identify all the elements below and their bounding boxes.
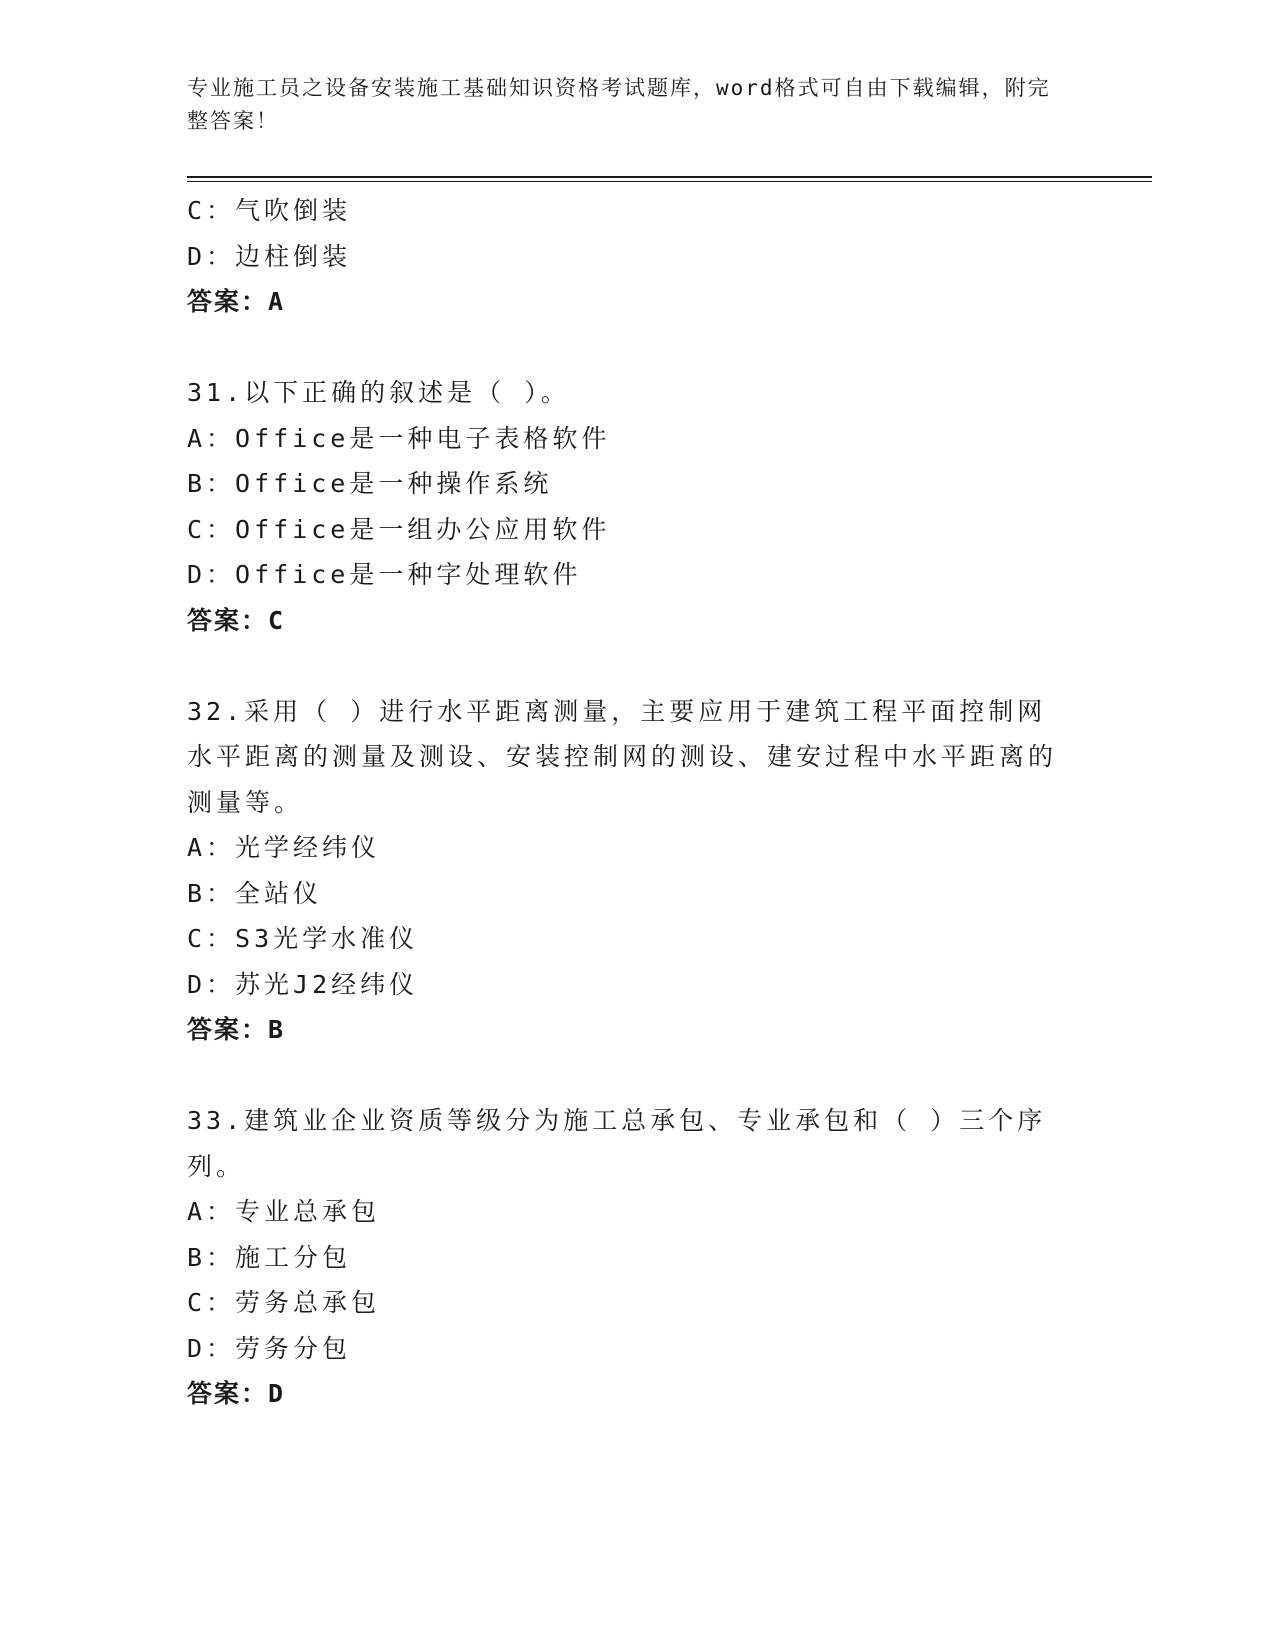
spacer: [187, 643, 1067, 689]
spacer: [187, 1053, 1067, 1099]
question-32: [187, 689, 1067, 1053]
spacer: [187, 325, 1067, 371]
header-divider-thin: [187, 181, 1152, 182]
question-stem: 31.以下正确的叙述是（ ）。: [187, 378, 570, 407]
option-a: A：专业总承包: [187, 1197, 381, 1226]
option-b: B：施工分包: [187, 1242, 352, 1272]
option-b: B：全站仪: [187, 878, 323, 908]
document-header: 专业施工员之设备安装施工基础知识资格考试题库，word格式可自由下载编辑，附完整答案！: [187, 76, 1051, 133]
option-b: B：Office是一种操作系统: [187, 469, 553, 498]
option-c: C：S3光学水准仪: [187, 924, 419, 953]
answer: 答案：B: [187, 1015, 286, 1044]
header-divider-thick: [187, 176, 1152, 178]
option-a: A：Office是一种电子表格软件: [187, 423, 611, 453]
question-31: [187, 370, 1067, 643]
question-stem: 32.采用（ ）进行水平距离测量，主要应用于建筑工程平面控制网水平距离的测量及测设、安装控制网的测设、建安过程中水平距离的测量等。: [187, 696, 1058, 817]
question-33: [187, 1098, 1067, 1417]
question-list: [187, 188, 1067, 1417]
answer: 答案：A: [187, 287, 286, 316]
answer: 答案：D: [187, 1379, 286, 1408]
question-stem: 33.建筑业企业资质等级分为施工总承包、专业承包和（ ）三个序列。: [187, 1106, 1047, 1181]
option-c: C：气吹倒装: [187, 196, 352, 225]
option-c: C：劳务总承包: [187, 1288, 381, 1317]
option-a: A：光学经纬仪: [187, 833, 381, 862]
option-d: D：劳务分包: [187, 1333, 352, 1363]
option-d: D：苏光J2经纬仪: [187, 969, 419, 999]
answer: 答案：C: [187, 605, 286, 635]
question-30: [187, 188, 1067, 325]
option-d: D：边柱倒装: [187, 241, 352, 271]
option-c: C：Office是一组办公应用软件: [187, 514, 611, 544]
option-d: D：Office是一种字处理软件: [187, 560, 582, 589]
